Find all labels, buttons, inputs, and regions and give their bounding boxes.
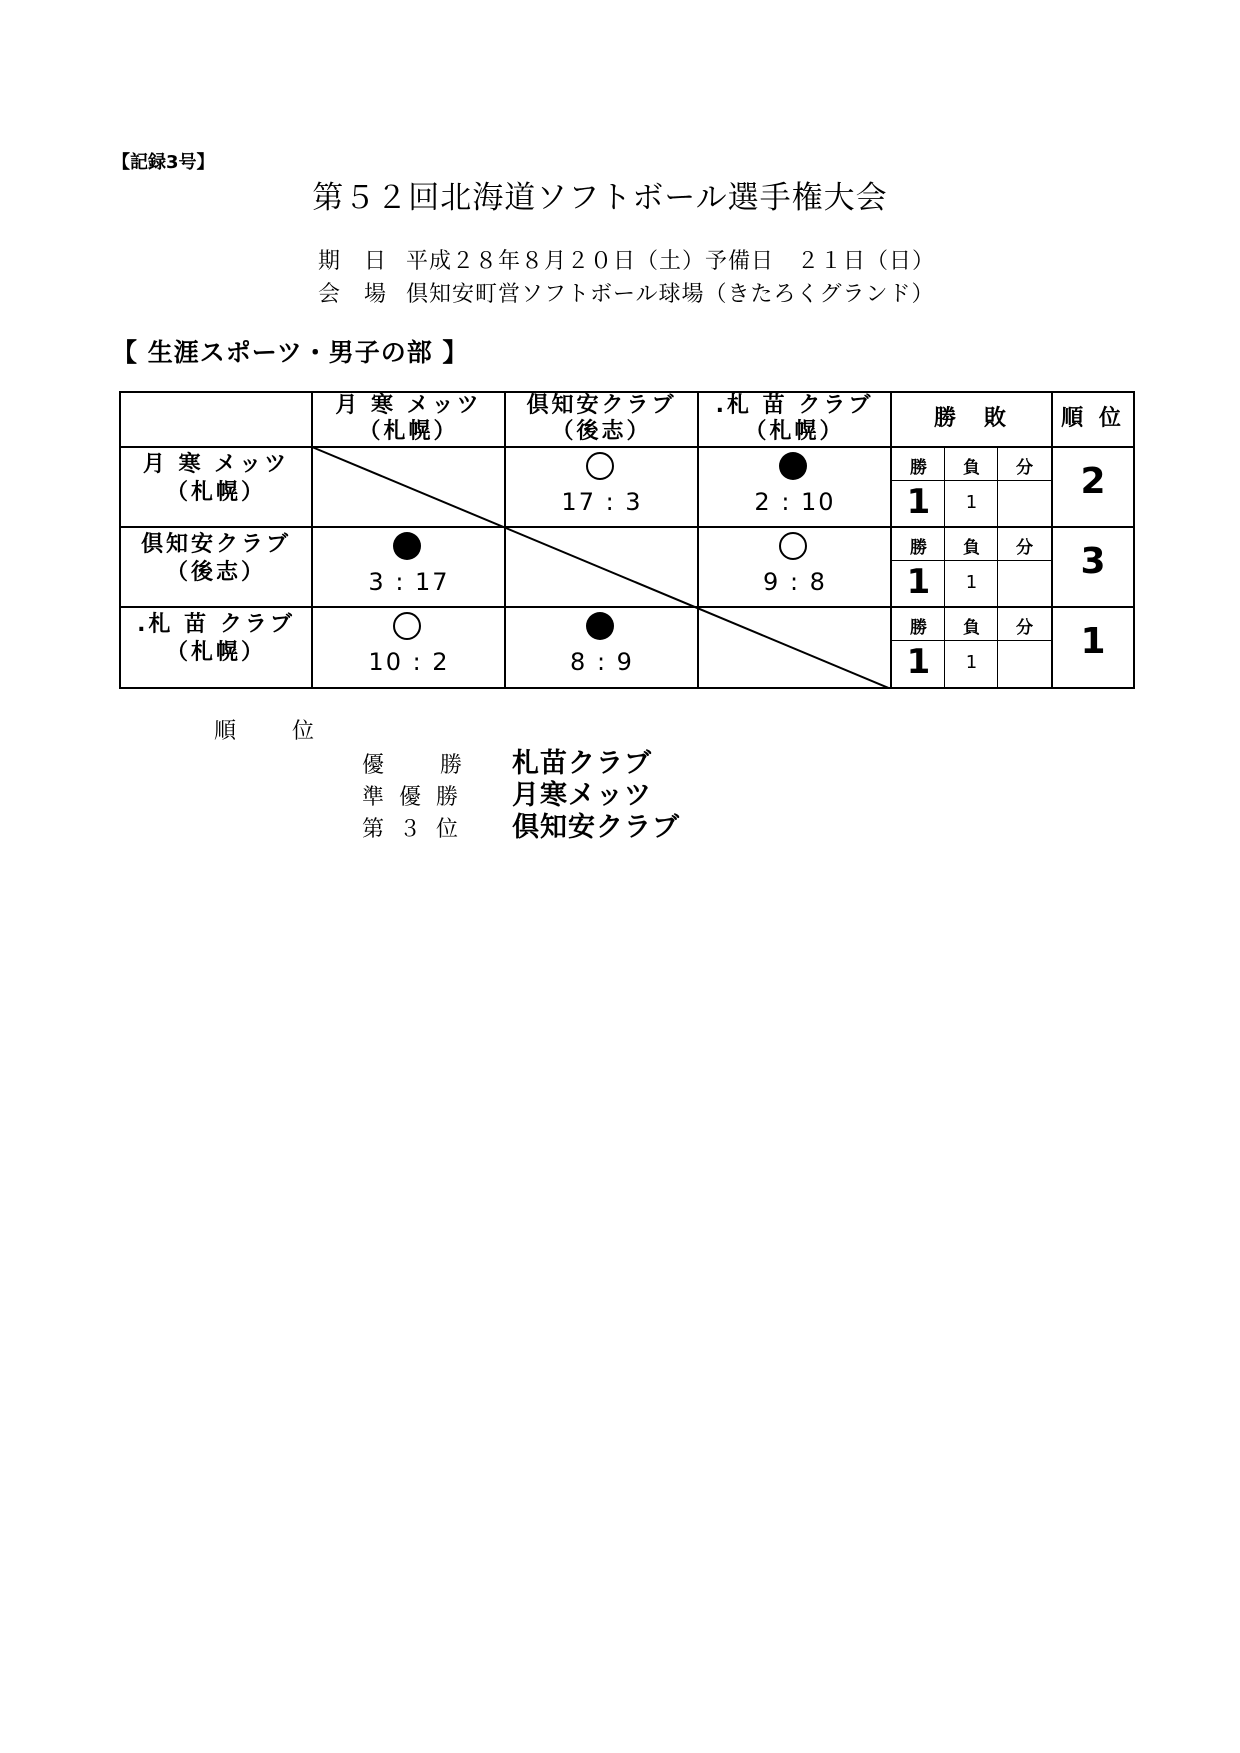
row-header-name: 倶知安クラブ <box>140 532 291 557</box>
page-title: 第５２回北海道ソフトボール選手権大会 <box>312 180 888 216</box>
win-circle-icon <box>586 452 614 480</box>
venue-value: 倶知安町営ソフトボール球場（きたろくグランド） <box>406 282 935 307</box>
ranking-label: 準 優 勝 <box>362 785 462 810</box>
win-circle-icon <box>779 532 807 560</box>
loss-count: 1 <box>965 652 978 673</box>
row-header-region: （札幌） <box>165 640 266 665</box>
match-score: 3 : 17 <box>368 568 450 596</box>
ranking-label: 第 ３ 位 <box>362 817 462 842</box>
date-line <box>318 244 935 275</box>
col-header-name: 月 寒 メッツ <box>335 393 482 418</box>
date-value: 平成２８年８月２０日（土）予備日 ２１日（日） <box>406 249 936 274</box>
row-header-team-1 <box>121 451 311 507</box>
row-header-region: （後志） <box>165 560 266 585</box>
border-right <box>1133 391 1135 689</box>
sub-header-win: 勝 <box>910 538 927 558</box>
match-score: 17 : 3 <box>561 488 643 516</box>
col-header-region: （後志） <box>551 419 652 444</box>
row-sep-3 <box>119 606 1135 608</box>
sub-header-loss: 負 <box>963 618 980 638</box>
sub-row-sep-1 <box>891 480 1052 481</box>
rank-value: 3 <box>1080 541 1106 582</box>
ranking-title: 順 位 <box>214 719 319 744</box>
sub-header-draw: 分 <box>1016 458 1033 478</box>
ranking-team: 札苗クラブ <box>512 748 652 779</box>
col-header-team-3 <box>699 391 890 446</box>
win-count: 1 <box>906 562 931 602</box>
sub-row-sep-3 <box>891 640 1052 641</box>
col-header-name: .札 苗 クラブ <box>715 393 874 418</box>
col-header-record: 勝 敗 <box>933 406 1009 431</box>
match-score: 9 : 8 <box>763 568 827 596</box>
row-header-team-3 <box>121 611 311 667</box>
loss-circle-icon <box>779 452 807 480</box>
col-header-team-2 <box>506 391 697 446</box>
rank-value: 2 <box>1080 461 1106 502</box>
sub-header-loss: 負 <box>963 458 980 478</box>
loss-count: 1 <box>965 492 978 513</box>
sub-header-win: 勝 <box>910 458 927 478</box>
ranking-team: 月寒メッツ <box>512 780 652 811</box>
sub-header-win: 勝 <box>910 618 927 638</box>
row-header-region: （札幌） <box>165 480 266 505</box>
sub-header-loss: 負 <box>963 538 980 558</box>
results-table <box>119 391 1135 689</box>
border-bottom <box>119 687 1135 689</box>
venue-label: 会 場 <box>318 282 388 307</box>
ranking-team: 倶知安クラブ <box>512 812 680 843</box>
win-count: 1 <box>906 642 931 682</box>
win-count: 1 <box>906 482 931 522</box>
venue-line <box>318 277 935 308</box>
rank-value: 1 <box>1080 621 1106 662</box>
loss-circle-icon <box>586 612 614 640</box>
section-title: 【 生涯スポーツ・男子の部 】 <box>112 338 469 367</box>
match-score: 8 : 9 <box>570 648 634 676</box>
col-header-team-1 <box>313 391 504 446</box>
date-label: 期 日 <box>318 249 388 274</box>
loss-count: 1 <box>965 572 978 593</box>
row-sep-2 <box>119 526 1135 528</box>
col-header-rank: 順 位 <box>1061 406 1125 431</box>
col-header-region: （札幌） <box>744 419 845 444</box>
win-circle-icon <box>393 612 421 640</box>
col-header-name: 倶知安クラブ <box>526 393 677 418</box>
row-sep-1 <box>119 446 1135 448</box>
match-score: 10 : 2 <box>368 648 450 676</box>
row-header-name: 月 寒 メッツ <box>142 452 290 477</box>
sub-row-sep-2 <box>891 560 1052 561</box>
row-header-name: .札 苗 クラブ <box>137 612 295 637</box>
loss-circle-icon <box>393 532 421 560</box>
record-number: 【記録3号】 <box>112 152 215 173</box>
row-header-team-2 <box>121 531 311 587</box>
sub-header-draw: 分 <box>1016 538 1033 558</box>
match-score: 2 : 10 <box>754 488 836 516</box>
ranking-label: 優 勝 <box>362 753 467 778</box>
sub-header-draw: 分 <box>1016 618 1033 638</box>
col-header-region: （札幌） <box>358 419 459 444</box>
ranking-row-3 <box>362 805 680 844</box>
